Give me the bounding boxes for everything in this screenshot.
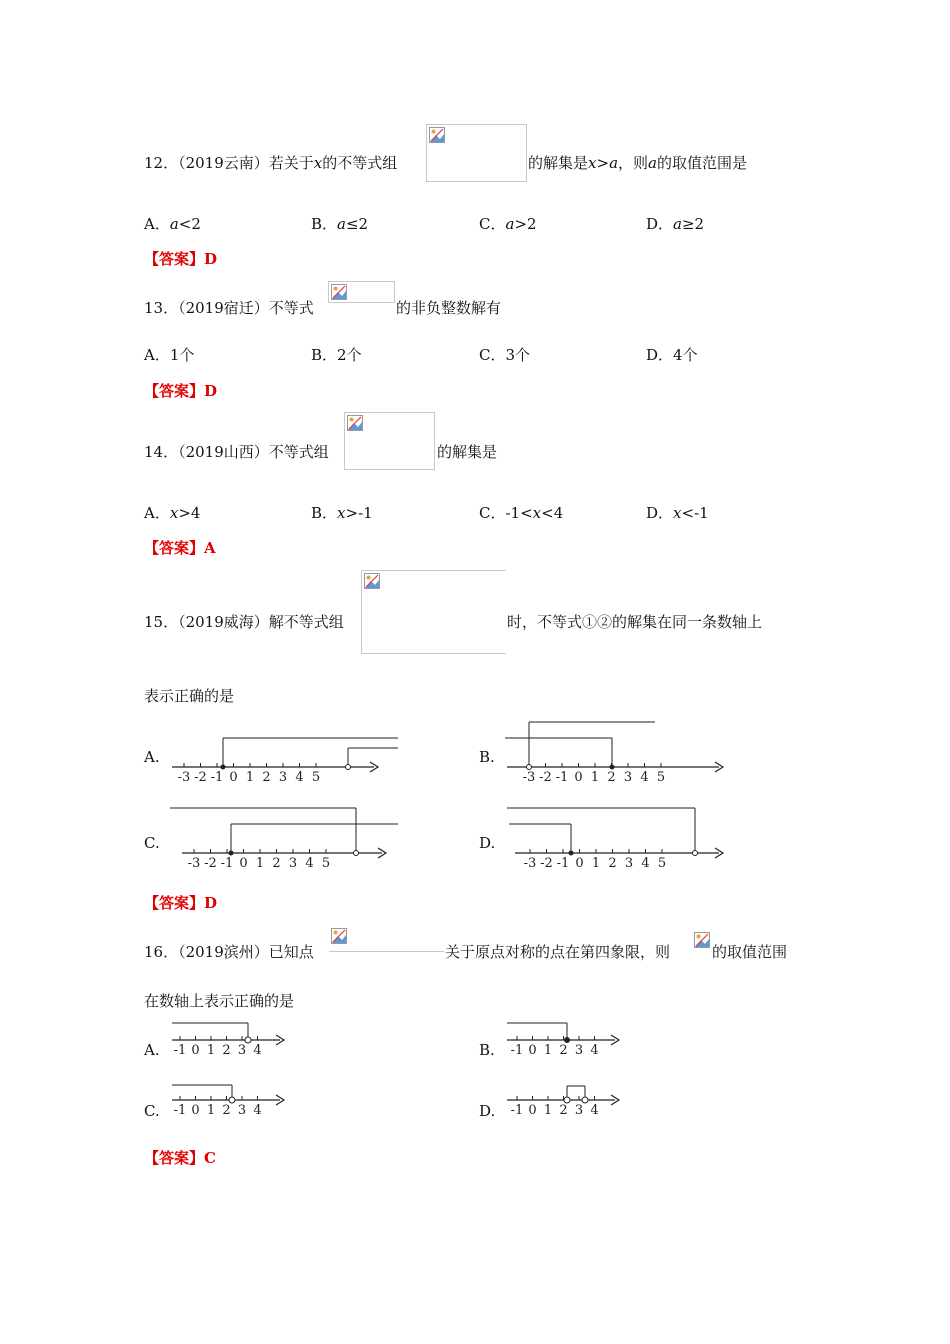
tick-label: 1 <box>543 1103 553 1118</box>
q12-cond-gt: > <box>596 154 610 172</box>
option-label: B． <box>311 504 338 522</box>
tick-label: -2 <box>194 770 207 785</box>
tick-label: 4 <box>305 856 314 871</box>
hollow-dot <box>693 851 698 856</box>
q16-option-b-label: B. <box>479 1041 495 1059</box>
option-label: B． <box>311 346 338 364</box>
q16-option-c-label: C. <box>144 1102 160 1120</box>
tick-label: -1 <box>555 770 569 785</box>
broken-image-icon <box>331 928 347 944</box>
tick-label: 4 <box>590 1043 599 1058</box>
q12-middle: 的不等式组 <box>322 154 398 172</box>
q12-option-b <box>311 214 368 234</box>
option-label: C． <box>479 504 506 522</box>
hollow-dot <box>346 765 351 770</box>
q14-option-b <box>311 503 373 523</box>
q12-option-c <box>479 214 537 234</box>
tick-label: 3 <box>278 770 288 785</box>
tick-label: -2 <box>540 856 553 871</box>
tick-label: 1 <box>245 770 255 785</box>
q15-line2: 表示正确的是 <box>144 687 235 705</box>
option-var: x <box>337 504 346 522</box>
tick-label: 3 <box>237 1103 247 1118</box>
q14-option-d <box>646 503 709 523</box>
q16-option-d-label: D. <box>479 1102 496 1120</box>
q14-answer: 【答案】A <box>144 539 216 557</box>
tick-label: 5 <box>656 770 666 785</box>
q12-var-a: a <box>648 154 657 172</box>
tick-label: 2 <box>222 1043 231 1058</box>
q14-option-c <box>479 503 563 523</box>
q15-prefix: 15．（2019威海）解不等式组 <box>144 613 344 631</box>
tick-label: -1 <box>210 770 224 785</box>
q15-system-image <box>361 570 506 654</box>
q13-option-d <box>646 345 698 365</box>
q16-prefix: 16．（2019滨州）已知点 <box>144 943 314 961</box>
tick-label: 0 <box>229 770 238 785</box>
q13-option-a <box>144 345 194 365</box>
q16-suffix: 关于原点对称的点在第四象限，则 <box>445 943 671 961</box>
tick-label: 4 <box>640 770 649 785</box>
solid-dot <box>569 851 574 856</box>
tick-label: 3 <box>288 856 298 871</box>
q14-suffix: 的解集是 <box>437 443 498 461</box>
option-var: a <box>169 215 179 233</box>
broken-image-icon <box>347 415 363 431</box>
option-text: <-1 <box>681 504 709 522</box>
tick-label: 5 <box>321 856 331 871</box>
option-text: ≤2 <box>345 215 369 233</box>
q15-option-a-label: A. <box>144 748 160 766</box>
q12-option-a <box>144 214 201 234</box>
q15-suffix: 时，不等式①②的解集在同一条数轴上 <box>507 613 763 631</box>
q12-stem <box>144 153 397 173</box>
tick-label: -3 <box>177 770 191 785</box>
option-pre: -1< <box>505 504 533 522</box>
tick-label: 1 <box>255 856 265 871</box>
q13-prefix: 13．（2019宿迁）不等式 <box>144 299 314 317</box>
tick-label: 3 <box>237 1043 247 1058</box>
option-text: 3个 <box>505 346 531 364</box>
hollow-dot <box>582 1097 588 1103</box>
tick-label: -3 <box>523 856 537 871</box>
hollow-dot <box>354 851 359 856</box>
option-label: D． <box>646 215 674 233</box>
q12-cond-a: a <box>609 154 619 172</box>
tick-label: 5 <box>311 770 321 785</box>
q14-option-a <box>144 503 200 523</box>
q12-cond-x: x <box>588 154 597 172</box>
tick-label: 0 <box>191 1043 200 1058</box>
option-text: 1个 <box>169 346 195 364</box>
tick-label: 0 <box>575 856 584 871</box>
q16-line2: 在数轴上表示正确的是 <box>144 992 295 1010</box>
q15-option-c-label: C. <box>144 834 160 852</box>
option-label: D． <box>646 346 674 364</box>
tick-label: 4 <box>295 770 304 785</box>
tick-label: -1 <box>510 1103 524 1118</box>
q16-answer: 【答案】C <box>144 1149 216 1167</box>
tick-label: 3 <box>574 1103 584 1118</box>
option-text: >2 <box>514 215 537 233</box>
q16-numberline-d <box>505 1078 625 1122</box>
option-text: 2个 <box>337 346 362 364</box>
tick-label: -1 <box>220 856 234 871</box>
q16-point-image <box>329 926 444 952</box>
option-var: x <box>673 504 682 522</box>
q16-suffix2: 的取值范围 <box>712 943 788 961</box>
q12-suffix: 的解集是 <box>528 154 589 172</box>
option-label: B． <box>311 215 338 233</box>
tick-label: 2 <box>222 1103 231 1118</box>
tick-label: 2 <box>262 770 271 785</box>
q13-inequality-image <box>328 281 395 303</box>
tick-label: 0 <box>574 770 583 785</box>
q15-numberline-c <box>170 802 410 874</box>
q12-answer: 【答案】D <box>144 250 218 268</box>
tick-label: 1 <box>590 770 600 785</box>
option-label: C． <box>479 215 506 233</box>
q15-answer: 【答案】D <box>144 894 218 912</box>
tick-label: 3 <box>574 1043 584 1058</box>
option-text: >-1 <box>345 504 373 522</box>
q12-stem-end <box>528 153 747 173</box>
tick-label: 4 <box>590 1103 599 1118</box>
tick-label: 1 <box>206 1103 216 1118</box>
q15-numberline-b <box>505 718 735 788</box>
q12-suffix2: ，则 <box>618 154 649 172</box>
tick-label: -1 <box>173 1103 187 1118</box>
solid-dot <box>564 1037 570 1043</box>
option-var: a <box>673 215 682 233</box>
q15-option-b-label: B. <box>479 748 495 766</box>
broken-image-icon <box>364 573 380 589</box>
tick-label: -2 <box>204 856 217 871</box>
option-text: <4 <box>541 504 564 522</box>
broken-image-icon <box>429 127 445 143</box>
tick-label: 1 <box>543 1043 553 1058</box>
option-text: >4 <box>178 504 201 522</box>
solid-dot <box>221 765 226 770</box>
tick-label: -2 <box>539 770 552 785</box>
tick-label: 0 <box>528 1103 537 1118</box>
option-var: a <box>337 215 346 233</box>
q12-var-x: x <box>313 154 323 172</box>
q16-option-a-label: A. <box>144 1041 160 1059</box>
q14-prefix: 14．（2019山西）不等式组 <box>144 443 329 461</box>
option-label: A． <box>144 215 170 233</box>
option-text: ≥2 <box>681 215 705 233</box>
q16-numberline-c <box>170 1078 290 1122</box>
q13-option-c <box>479 345 530 365</box>
hollow-dot <box>245 1037 251 1043</box>
tick-label: 5 <box>657 856 667 871</box>
tick-label: 4 <box>641 856 650 871</box>
tick-label: 4 <box>253 1103 262 1118</box>
hollow-dot <box>564 1097 570 1103</box>
tick-label: 3 <box>624 856 634 871</box>
tick-label: 2 <box>272 856 281 871</box>
q16-numberline-a <box>170 1018 290 1062</box>
q15-numberline-a <box>170 732 410 788</box>
tick-label: -1 <box>510 1043 524 1058</box>
tick-label: -1 <box>556 856 570 871</box>
q13-option-b <box>311 345 362 365</box>
q12-prefix: 12．（2019云南）若关于 <box>144 154 314 172</box>
option-text: <2 <box>178 215 201 233</box>
q16-numberline-b <box>505 1018 625 1062</box>
q14-system-image <box>344 412 435 470</box>
q13-suffix: 的非负整数解有 <box>396 299 502 317</box>
q13-answer: 【答案】D <box>144 382 218 400</box>
q12-suffix3: 的取值范围是 <box>656 154 747 172</box>
tick-label: 0 <box>528 1043 537 1058</box>
solid-dot <box>610 765 615 770</box>
q12-system-image <box>426 124 527 182</box>
tick-label: 2 <box>559 1043 568 1058</box>
tick-label: -3 <box>187 856 201 871</box>
option-label: A． <box>144 346 170 364</box>
tick-label: 0 <box>191 1103 200 1118</box>
hollow-dot <box>527 765 532 770</box>
tick-label: 2 <box>608 856 617 871</box>
tick-label: 3 <box>623 770 633 785</box>
tick-label: 4 <box>253 1043 262 1058</box>
tick-label: 2 <box>607 770 616 785</box>
tick-label: -3 <box>522 770 536 785</box>
option-var: x <box>169 504 179 522</box>
option-label: C． <box>479 346 506 364</box>
broken-image-icon <box>331 284 347 300</box>
tick-label: -1 <box>173 1043 187 1058</box>
option-label: A． <box>144 504 170 522</box>
q15-option-d-label: D. <box>479 834 496 852</box>
broken-image-icon <box>694 932 710 948</box>
solid-dot <box>229 851 234 856</box>
q15-numberline-d <box>505 802 735 874</box>
option-label: D． <box>646 504 674 522</box>
tick-label: 2 <box>559 1103 568 1118</box>
tick-label: 1 <box>591 856 601 871</box>
q12-option-d <box>646 214 704 234</box>
option-var: a <box>505 215 515 233</box>
hollow-dot <box>229 1097 235 1103</box>
tick-label: 1 <box>206 1043 216 1058</box>
option-var: x <box>532 504 542 522</box>
option-text: 4个 <box>673 346 698 364</box>
tick-label: 0 <box>239 856 248 871</box>
q16-var-image <box>694 932 711 949</box>
